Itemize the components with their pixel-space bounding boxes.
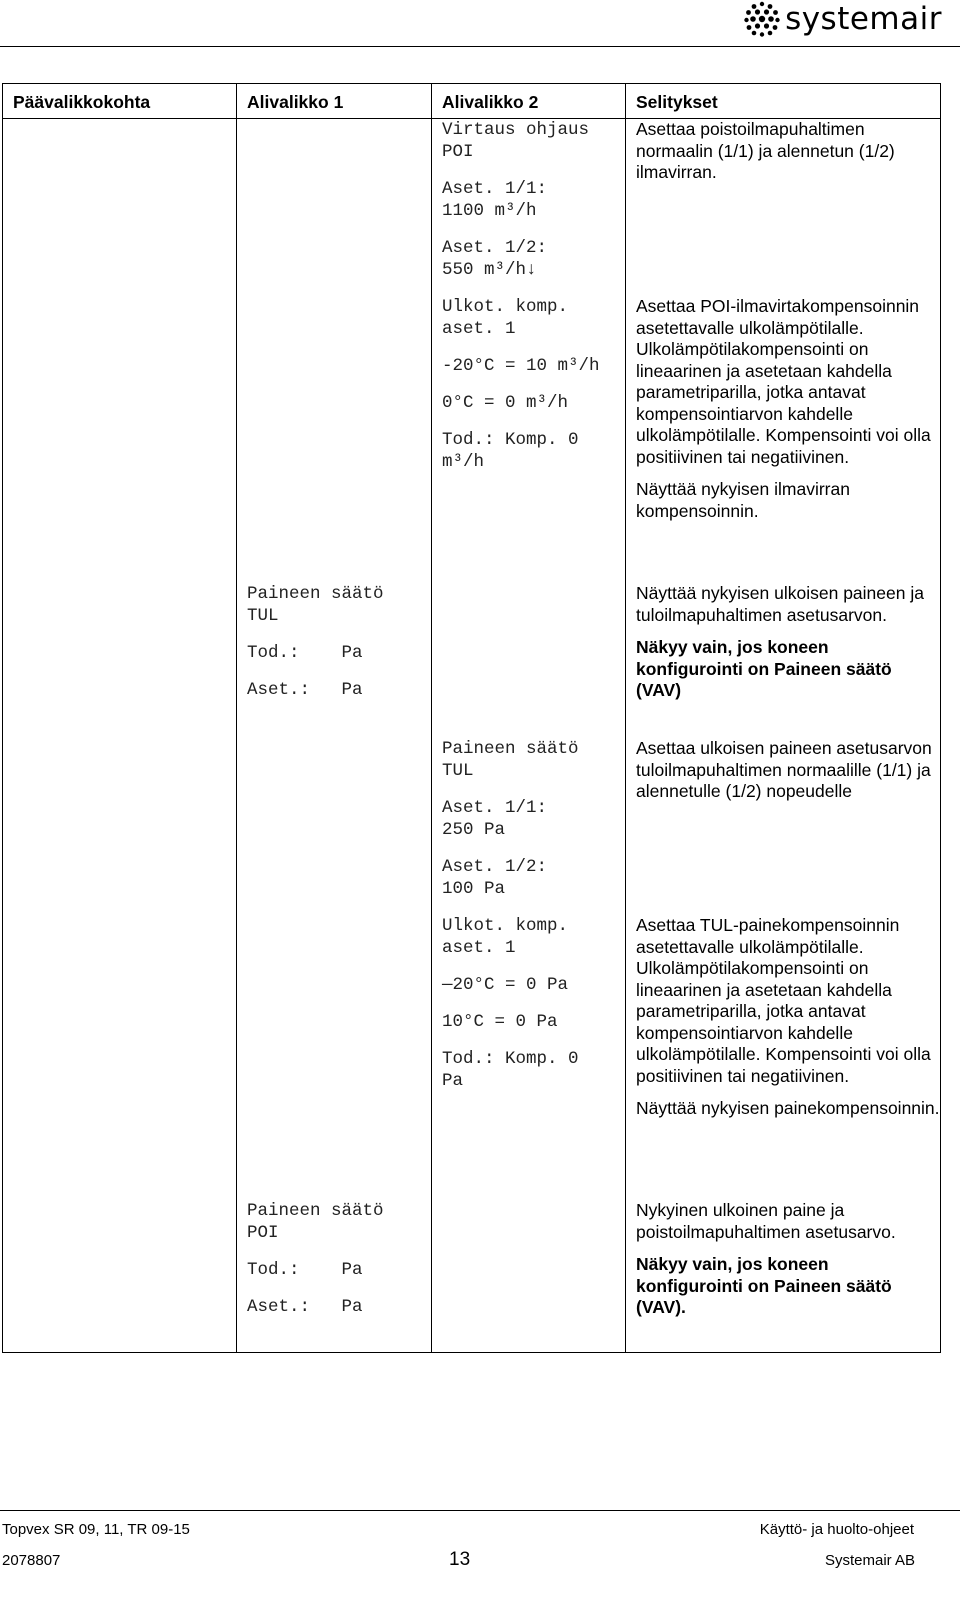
header-descriptions: Selitykset — [626, 84, 941, 119]
header-submenu-1: Alivalikko 1 — [237, 84, 432, 119]
menu-display-line: Tod.: Komp. 0 Pa — [442, 1049, 579, 1091]
menu-display-line: Aset.: Pa — [247, 680, 363, 700]
page-number: 13 — [449, 1549, 471, 1570]
description-note: Näkyy vain, jos koneen konfigurointi on Paineen säätö (VAV). — [636, 1254, 892, 1317]
description-cell — [626, 119, 941, 297]
description-text: Asettaa poistoilmapuhaltimen normaalin (1/1) ja alennetun (1/2) ilmavirran. — [636, 119, 895, 182]
header-divider — [0, 46, 960, 47]
table-row — [3, 1200, 941, 1352]
menu-display-line: Aset. 1/2: 100 Pa — [442, 857, 548, 899]
description-cell — [626, 738, 941, 915]
description-cell — [626, 296, 941, 583]
table-row — [3, 738, 941, 915]
submenu2-cell — [432, 583, 626, 738]
main-menu-cell — [3, 915, 237, 1200]
description-text: Näyttää nykyisen painekompensoinnin. — [636, 1098, 940, 1118]
footer-doc-type: Käyttö- ja huolto-ohjeet — [759, 1521, 914, 1538]
footer-doc-number: 2078807 — [2, 1552, 61, 1569]
main-menu-cell — [3, 583, 237, 738]
table-row — [3, 296, 941, 583]
menu-display-line: Ulkot. komp. aset. 1 — [442, 297, 569, 339]
menu-display-line: Aset.: Pa — [247, 1297, 363, 1317]
submenu2-cell — [432, 119, 626, 297]
menu-display-line: Tod.: Pa — [247, 643, 363, 663]
description-cell — [626, 915, 941, 1200]
menu-display-line: 10°C = 0 Pa — [442, 1012, 558, 1032]
menu-display-line: -20°C = 10 m³/h — [442, 356, 600, 376]
footer-divider — [0, 1510, 960, 1511]
footer-company: Systemair AB — [824, 1552, 915, 1569]
menu-display-line: Tod.: Komp. 0 m³/h — [442, 430, 579, 472]
menu-display-line: Tod.: Pa — [247, 1260, 363, 1280]
submenu2-cell — [432, 296, 626, 583]
table-header-row — [3, 84, 941, 119]
description-text: Asettaa POI-ilmavirtakompensoinnin asetettavalle ulkolämpötilalle. Ulkolämpötilakompensointi on lineaarinen ja asetetaan kahdella parametriparilla, jotka antavat kompensointiarvon kahdelle ulkolämpötilalle. Kompensointi voi olla positiivinen tai negatiivinen. — [636, 296, 931, 467]
submenu1-cell — [237, 296, 432, 583]
submenu2-cell — [432, 1200, 626, 1352]
description-text: Nykyinen ulkoinen paine ja poistoilmapuhaltimen asetusarvo. — [636, 1200, 896, 1242]
menu-display-line: Aset. 1/1: 1100 m³/h — [442, 179, 548, 221]
menu-display-line: Virtaus ohjaus POI — [442, 120, 590, 162]
description-text: Näyttää nykyisen ilmavirran kompensoinnin. — [636, 479, 850, 521]
description-note: Näkyy vain, jos koneen konfigurointi on Paineen säätö (VAV) — [636, 637, 892, 700]
submenu2-cell — [432, 738, 626, 915]
submenu2-cell — [432, 915, 626, 1200]
table-row — [3, 915, 941, 1200]
menu-display-line: 0°C = 0 m³/h — [442, 393, 569, 413]
brand-logo — [743, 0, 942, 38]
footer-product: Topvex SR 09, 11, TR 09-15 — [2, 1521, 190, 1538]
header-submenu-2: Alivalikko 2 — [432, 84, 626, 119]
table-row — [3, 119, 941, 297]
menu-display-line: Aset. 1/1: 250 Pa — [442, 798, 548, 840]
main-menu-cell — [3, 1200, 237, 1352]
main-menu-cell — [3, 119, 237, 297]
brand-name: systemair — [785, 1, 942, 37]
menu-display-line: Ulkot. komp. aset. 1 — [442, 916, 569, 958]
submenu1-cell — [237, 119, 432, 297]
submenu1-cell — [237, 915, 432, 1200]
table-row — [3, 583, 941, 738]
systemair-dots-logo-icon — [743, 0, 781, 38]
menu-display-line: Paineen säätö POI — [247, 1201, 384, 1243]
main-menu-cell — [3, 738, 237, 915]
menu-display-line: Paineen säätö TUL — [442, 739, 579, 781]
submenu1-cell — [237, 1200, 432, 1352]
description-text: Näyttää nykyisen ulkoisen paineen ja tuloilmapuhaltimen asetusarvon. — [636, 583, 924, 625]
menu-display-line: —20°C = 0 Pa — [442, 975, 569, 995]
description-text: Asettaa TUL-painekompensoinnin asetettavalle ulkolämpötilalle. Ulkolämpötilakompensointi on lineaarinen ja asetetaan kahdella parametriparilla, jotka antavat kompensointiarvon kahdelle ulkolämpötilalle. Kompensointi voi olla positiivinen tai negatiivinen. — [636, 915, 931, 1086]
submenu1-cell — [237, 583, 432, 738]
submenu1-cell — [237, 738, 432, 915]
menu-display-line: Paineen säätö TUL — [247, 584, 384, 626]
main-menu-cell — [3, 296, 237, 583]
description-cell — [626, 583, 941, 738]
header-main-menu: Päävalikkokohta — [3, 84, 237, 119]
menu-display-line: Aset. 1/2: 550 m³/h↓ — [442, 238, 548, 280]
description-text: Asettaa ulkoisen paineen asetusarvon tuloilmapuhaltimen normaalille (1/1) ja alennetulle (1/2) nopeudelle — [636, 738, 932, 801]
description-cell — [626, 1200, 941, 1352]
menu-table — [2, 83, 941, 1353]
